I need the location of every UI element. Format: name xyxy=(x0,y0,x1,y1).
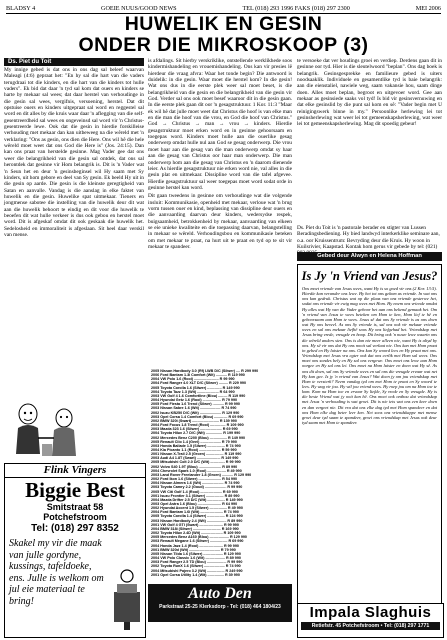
family-cartoon-illustration xyxy=(8,398,86,460)
car-list-item: 2003 Opel Astra 1.6 (Blou) ....................... R 64 990 xyxy=(151,502,238,506)
auto-den-name: Auto Den xyxy=(188,585,252,602)
author-note: Ds. Piet du Toit is 'n pastorale berader en stigter van Lussen Beradingsbediening. Hy bied landwyd interkerklike seminare aan, o.a. oor Kruissentrum: Bevryding deur die Kruis. Hy woon in Kuilsrivier, Kaapstad. Kontak hom gerus vir gebede by tel: (021) xyxy=(297,225,440,251)
publication-name: GOEIE NUUS/GOOD NEWS xyxy=(101,4,177,12)
issue-date: MEI 2006 xyxy=(415,4,441,12)
car-list-item: 2004 Toyota Tazz 1.3 (Wit) ..................... R 64 990 xyxy=(151,389,235,394)
advert-brand: Biggie Best xyxy=(25,478,125,502)
impala-name: Impala Slaghuis xyxy=(309,604,432,621)
car-list-item: 2004 BMW 318i (Silwer) ........................... R 169 990 xyxy=(151,526,239,531)
car-list-item: 2002 Ford Ikon 1.6 (Silwer) ...................... R 54 990 xyxy=(151,477,238,482)
car-list-item: 2004 Toyota Hilux 2.7 D/C (Wit) ................ R 199 990 xyxy=(151,431,241,436)
car-list-item: 2002 Volvo S40 1.9T (Blou) ...................... R 89 990 xyxy=(151,464,238,469)
auto-den-advert xyxy=(148,584,292,622)
car-list-item: 2003 Mazda 323 1.6 (Silwer) ..................... R 69 990 xyxy=(151,427,238,432)
car-list-item: 2004 Nissan Almera 1.6 (Wit) ..................... R 74 990 xyxy=(151,481,240,486)
car-list-item: 2001 VW Golf 4 GTI (Swart) ....................... R 99 990 xyxy=(151,522,239,527)
car-list-item: 2005 Ford Fiesta 1.6 Trend (Silwer) ........... R 99 990 xyxy=(151,402,240,407)
car-list-item: 2006 Ford Bantam 1.3i Comfort (Wit) ........... R 119 990 xyxy=(151,373,245,378)
article-text-1: My innige gebed is dat ons in ons dag sal beleef waarvan Maleagi (4:6) gepraat het: "En hy sal die hart van die vaders terugdraai tot die kinders, en die hart van die kinders tot hulle vaders". Ek bid dat daar 'n tyd sal kom dat ouers en kinders se harte by mekaar sal wees; dat daar herstel van verhoudinge in die gesin sal wees, vergifnis, versoening, herstel. Dat dit opstuise ouers en kinders uitgepraat sal word en reggestel sal word en dit alles by die kruis waar daar 'n aflegging van die self-gesentreerdheid sal wees en ongeveinsd sal word vir 'n Christus-gesentreerde lewe. Ook dat die gesin in hierdie forskilleise verhouding met mekaar dan kan uitbeweeg na die wêreld met 'n verklaring: "Ons as gesin, ons dien die Here. Ons wil hê die hele wêreld moet weet dat ons God die Here is" (Jos. 24:15). Dan kan ons praat van herstelde gesinne. Mag Vader gee dat ons weer die belangrikheid van die gesin sal ontdek, dat ons sal herontdek dat gesinne vir Hom belangrik is. Dit is 'n Vader wat 'n Seun het en deur 'n gesinsbeginsel wil Hy saam met Sy kinders, uit hom gebore en deel van Sy gesin. Ek beeld Hy uit in die gesin op aarde. Die gesin is die kleinste geregtigheid van Satan en aanvalle. Vandag is die aanslag in elke faktet van huwelik en die gesin. Huwelike spat uitmekaar. Tieners en jongmense sabotee die instelling van die huwelik deur dit wat aan die huwelik behoort te eindig en dit voor die huwelik te beoefen dit wat hulle verkeer is dus ook gebou en herstel moet word. Dit is afgeskaf omdat dit ook geskaak die huwelik het. Sedelosheid en immoraliteit is afgeslaan. Sit heel daar verskil van mense. xyxy=(4,67,144,238)
car-list-item: 2002 BMW 320i (Swart) .......................... R 139 990 xyxy=(151,418,237,423)
car-list-item: 2004 Mazda Drifter 2.5 D/C (Wit) ................. R 149 990 xyxy=(151,497,243,502)
car-list-item: 2003 Toyota Camry 2.2 (Goud) ..................... R 99 990 xyxy=(151,485,243,490)
car-list-item: 2005 Nissan Hardbody 3.0 (Rf) LWB D/C (Silwer) .... R 299 990 xyxy=(151,369,259,373)
advert-phone: Tel: (018) 297 8352 xyxy=(31,523,119,534)
author-byline: Ds. Piet du Toit xyxy=(4,58,144,66)
prayer-banner: Gebed deur Alwyn en Helena Hoffman xyxy=(297,252,442,261)
car-list-item: 2005 Mercedes Benz A160 (Blou) ................... R 129 990 xyxy=(151,535,247,540)
impala-address: Retiefstr. 45 Potchefstroom • Tel: (018) 297 1771 xyxy=(301,622,440,630)
car-list-item: 2003 VW Golf 4 1.6 Comfortline (Blou) ......... R 119 990 xyxy=(151,393,246,398)
advert-slogan: Skakel my vir die maak van julle gordyne, kussings, tafeldoeke, ens. Julle is welkom om jul eie materiaal te bring! xyxy=(9,538,104,607)
car-list-item: 2005 Renault Clio 1.4 (Geel) .................... R 79 990 xyxy=(151,439,237,444)
car-list-item: 2002 Toyota RunX 1.6 (Silwer) .................... R 74 990 xyxy=(151,564,241,569)
car-list-item: 2004 VW Polo Classic 1.6 (Wit) ................... R 89 990 xyxy=(151,556,241,561)
contact-numbers: TEL (018) 293 1996 FAKS (018) 297 2300 xyxy=(242,4,350,12)
car-list-item: 2004 Hyundai Getz 1.6 (Rooi) .................. R 79 990 xyxy=(151,398,238,403)
car-list-item: 2003 Nissan Sabre 1.6 (Wit) .................... R 74 990 xyxy=(151,406,237,411)
car-list-item: 2005 Nissan Tiida 1.6 (Silwer) ................... R 129 990 xyxy=(151,551,241,556)
box-body: Ons moet vriende van Jesus wees, want Hy is so goed vir ons (2 Kor. 13:5). Hierdie kan verander ons lewe. Hy het tot ons gekom as vriende. In wat ons ons kan gedruk. Christus wat op die plaas van ons vriende gesterwe het, sodat ons vriende vir ewig mag wees met Hom. Hy noem ons vriende omdat Hy alles wat Hy van die Vader gehoor het aan ons bekend gemaak het. Om 'n vriend van Jesus te wees beteken om Hom te ken, Hom lief te hê en gehoorsaam aan Hom te wees. Jesus sê dat ons Sy vriende is as ons doen wat Hy ons beveel. As ons Sy vriende is, sal ons ook vir mekaar vriende wees en sal ons mekaar liefhê soos Hy ons liefgehad het. Vriendskap met Jesus bring vrede, vreugde en hoop. Dit bring ook 'n nuwe lewe waarin ons die wêreld anders sien. Ons is dan nie meer alleen nie, want Hy is altyd by ons. Hy sê vir ons dat Hy ons nooit sal verlaat nie. Ons kan met Hom praat in gebed en Hy luister na ons. Ons kan Sy woord lees en Hy praat met ons. Vriendskap met Jesus vra egter ook dat ons eerlik met Hom sal wees. Ons moet ons sondes bely en Hy sal ons vergewe. Ons moet ons lewe aan Hom oorgee en Hy sal ons lei. Ons moet na Hom luister en doen wat Hy sê. As ons dit doen, sal ons Sy vriende wees en sal ons die vreugde ervaar wat net Hy kan gee. Is jy 'n vriend van Jesus? Wat doen jy om jou vriendskap met Hom te versterk? Neem vandag tyd om met Hom te praat en Sy woord te lees. Hy wag vir jou. Hy wil jou vriend wees. Hy roep jou om na Hom toe te kom. Kom na Hom toe en ervaar Sy liefde, Sy vrede en Sy vreugde. Hy is die beste Vriend wat jy ooit kan hê. Ons moet ook onthou dat vriendskap met Jesus 'n verhouding is wat groei. Dit is nie iets wat ons een keer doen en dan vergeet nie. Dit vra dat ons elke dag tyd met Hom spandeer en dat ons Hom elke dag beter leer ken. Net soos ons vriendskappe met mense groei deur tyd saam te spandeer, groei ons vriendskap met Jesus ook deur tyd saam met Hom te spandeer. xyxy=(302,286,437,426)
car-price-list xyxy=(151,369,281,584)
impala-slaghuis-advert xyxy=(297,603,444,638)
car-list-item: 2005 Toyota Corolla 1.6 (Silwer) .............. R 149 990 xyxy=(151,385,240,390)
car-list-item: 2003 Opel Corsa 1.4 Comfort (Blou) ............. R 69 990 xyxy=(151,414,244,419)
car-list-item: 2004 Kia Picanto 1.1 (Rooi) ..................... R 59 990 xyxy=(151,447,237,452)
car-list-item: 2003 Ford Ranger 2.5 TD (Blou) ................... R 99 990 xyxy=(151,560,243,565)
car-list-item: 2003 Honda Ballade 1.5 (Silwer) ................. R 74 990 xyxy=(151,443,241,448)
car-list-item: 2001 Nissan X-Trail 2.5 (Groen) ................. R 119 990 xyxy=(151,452,242,457)
article-text-2: is afdalings. Sit hierby verskriklike, ontstellende werklikhede soos kindermishandeling en vrouemishandeling. Ons kan vir presies lê hierdeur die vraag afvra: Waar het tonde begin? Die antwoord is duidelik: in die gesin. Waar moet die herstel kom? In die gesin! Wat ons dus in die eerste plek weer sal moet beset, is die belangrikheid van die gesin en die belangrikheid van die gesin vir God. Verder sal ons ook moet besef waaroor dit in die gesin gaan. In die eerste plek gaan dit oor 'n gesagstruktuur. 1 Kor. 11:3 "Maar ek wil hê dat julle moet weet dat Christus die hoof is van elke man en die man die hoof van die vrou, en God die hoof van Christus." God → Christus → man → vrou → kinders. Hierdie gesagstruktuur moet erken word en in gesinne gehoorsaam en toegepas word. Kinders moet hulle aan die ouerlike gesag onderwerp omdat hulle nul aan God se gesag onderwerp. Die vrou moet haar aan die gesag van die man onderwerp omdat sy haar aan die gesag van Christus oor haar man onderwerp. Die man onderwerp hom aan die gesag van Christus en 'n daarom dienende leier. As hierdie gesagstruktuur nie erken word nie, val alles in die gesin plat en uitmekaar. Dissipline word van die tafel afgevee. Hierdie gesagstruktuur sal weer toegepas moet word sodat orde in gesinne herstel kan word. xyxy=(148,58,292,191)
car-list-item: 2003 Renault Megane 1.6 (Silwer) ................. R 69 990 xyxy=(151,539,244,544)
car-list-item: 2002 Isuzu KB250 D/C (Wit) ..................... R 129 990 xyxy=(151,410,240,415)
advert-town: Potchefstroom xyxy=(43,512,107,522)
friend-of-jesus-box xyxy=(297,264,442,604)
car-list-item: 2003 Audi A4 1.8T (Swart) ....................... R 149 990 xyxy=(151,456,239,461)
car-list-item: 2001 BMW 320d (Wit) .............................. R 79 990 xyxy=(151,547,236,552)
car-list-item: 2004 Ford Focus 1.8 Trend (Rooi) ............... R 109 990 xyxy=(151,423,244,428)
auto-den-address: Parkstraat 25-25 Klerksdorp - Tel: (018) 464 1804/23 xyxy=(159,604,281,610)
car-list-item: 2004 Chevrolet Spark 1.0 (Rooi) .................. R 49 990 xyxy=(151,468,242,473)
article-column-3 xyxy=(297,58,442,224)
car-list-item: 2003 Land Rover Freelander 1.8 (Groen) ........... R 129 990 xyxy=(151,472,252,477)
article-column-2 xyxy=(148,58,292,250)
car-list-item: 2004 Ford Ranger 4.0 XLT D/C (Silwer) ......... R 229 990 xyxy=(151,381,247,386)
advert-street: Smitstraat 58 xyxy=(46,502,104,512)
car-list-item: 2005 Mitsubishi Colt 2.0 D/C (Wit) .............. R 99 990 xyxy=(151,460,241,465)
car-list-item: 2002 Mercedes Benz C200 (Blou) ................. R 149 990 xyxy=(151,435,246,440)
car-list-item: 2004 Mitsubishi Pajero 3.2 (Wit) ................. R 249 990 xyxy=(151,568,243,573)
car-list-item: 2001 Opel Corsa Utility 1.4 (Wit) ................ R 39 990 xyxy=(151,572,240,577)
car-list-item: 2005 Toyota Corolla 1.4 (Silwer) ................. R 124 990 xyxy=(151,514,243,519)
car-list-item: 2003 Nissan Hardbody 2.4 (Wit) ................... R 89 990 xyxy=(151,518,243,523)
car-list-item: 2004 Honda Jazz 1.4 (Rooi) ....................... R 99 990 xyxy=(151,543,239,548)
advert-shop-name: Flink Vingers xyxy=(5,464,145,478)
page-number: BLADSY 4 xyxy=(6,4,36,12)
car-list-item: 2004 VW Polo 1.6 (Rooi) ........................ R 99 990 xyxy=(151,377,235,382)
box-title: Is Jy 'n Vriend van Jesus? xyxy=(301,269,438,283)
article-text-3: te versoeke dat ver houdings groei en verdiep. Derdens gaan dit in gesinne oor tyd. Hier is die sleutelwoord "beplan". Ons dag boek is belangrik. Gesinsgesprekke en familieure gebed is uiters noodsaaklik. Individuele en gesamentlike tyd is baie belangrik: aan die eienstaliel, nawiele weg, saam vakansie hou, saam dinge doen. Alles moet beplan, begroot en uitgevoer word. Gee aan mekaar as gesinsiede saaks vol tyd! Is bid vir gesinsvernuwing en dat elke gesinslid by die punt sal kom en sê: "Vader begin met U reinigingswerk binne in my." Persoonlike herlewing lei tot gesinsherlewing wat weer lei tot gemeenskapsherlewing, wat weer lei tot gemeenskapsherlewing. Mag dit spoedig gebeur! xyxy=(297,58,442,128)
headline-line-2: ONDER DIE MIKROSKOOP (3) xyxy=(78,34,369,56)
car-list-item: 2002 Toyota Hilux 2.4D (Wit) ..................... R 109 990 xyxy=(151,531,241,536)
article-text-2b: Dit gaan tweedens in gesinne om verhoudinge wat die volgende insluit: Kommunikasie, openheid met mekaar, verloue wat 'n brug vorm tussen ouer en kind, beplassing van dissipline deur ouers en die aanvaarding daarvan deur kinders, wedersydse respek, buigsaamheid, betrokkenheid by mekaar, aanvaarding van elkeen se eie unieke kwaliteite en die toepassing daarvan, belangstelling in mekaar se wêreld. Verhoudingsbou en kommunikasie beteken om met mekaar te praat, na hurt uit te praat en tyd op te sit vir mekaar te spandeer. xyxy=(148,193,292,250)
car-list-item: 2004 Ford Bantam 1.6i (Wit) ...................... R 74 990 xyxy=(151,510,239,515)
car-list-item: 2002 Hyundai Accent 1.5 (Silwer) ................. R 49 990 xyxy=(151,506,243,511)
car-list-item: 2005 VW Citi Golf 1.4 (Rooi) ..................... R 69 990 xyxy=(151,489,238,494)
headline-line-1: HUWELIK EN GESIN xyxy=(124,13,323,35)
sewing-machine-illustration xyxy=(111,562,143,632)
car-list-item: 2001 Isuzu Frontier 3.1 (Silwer) ................. R 89 990 xyxy=(151,493,240,498)
